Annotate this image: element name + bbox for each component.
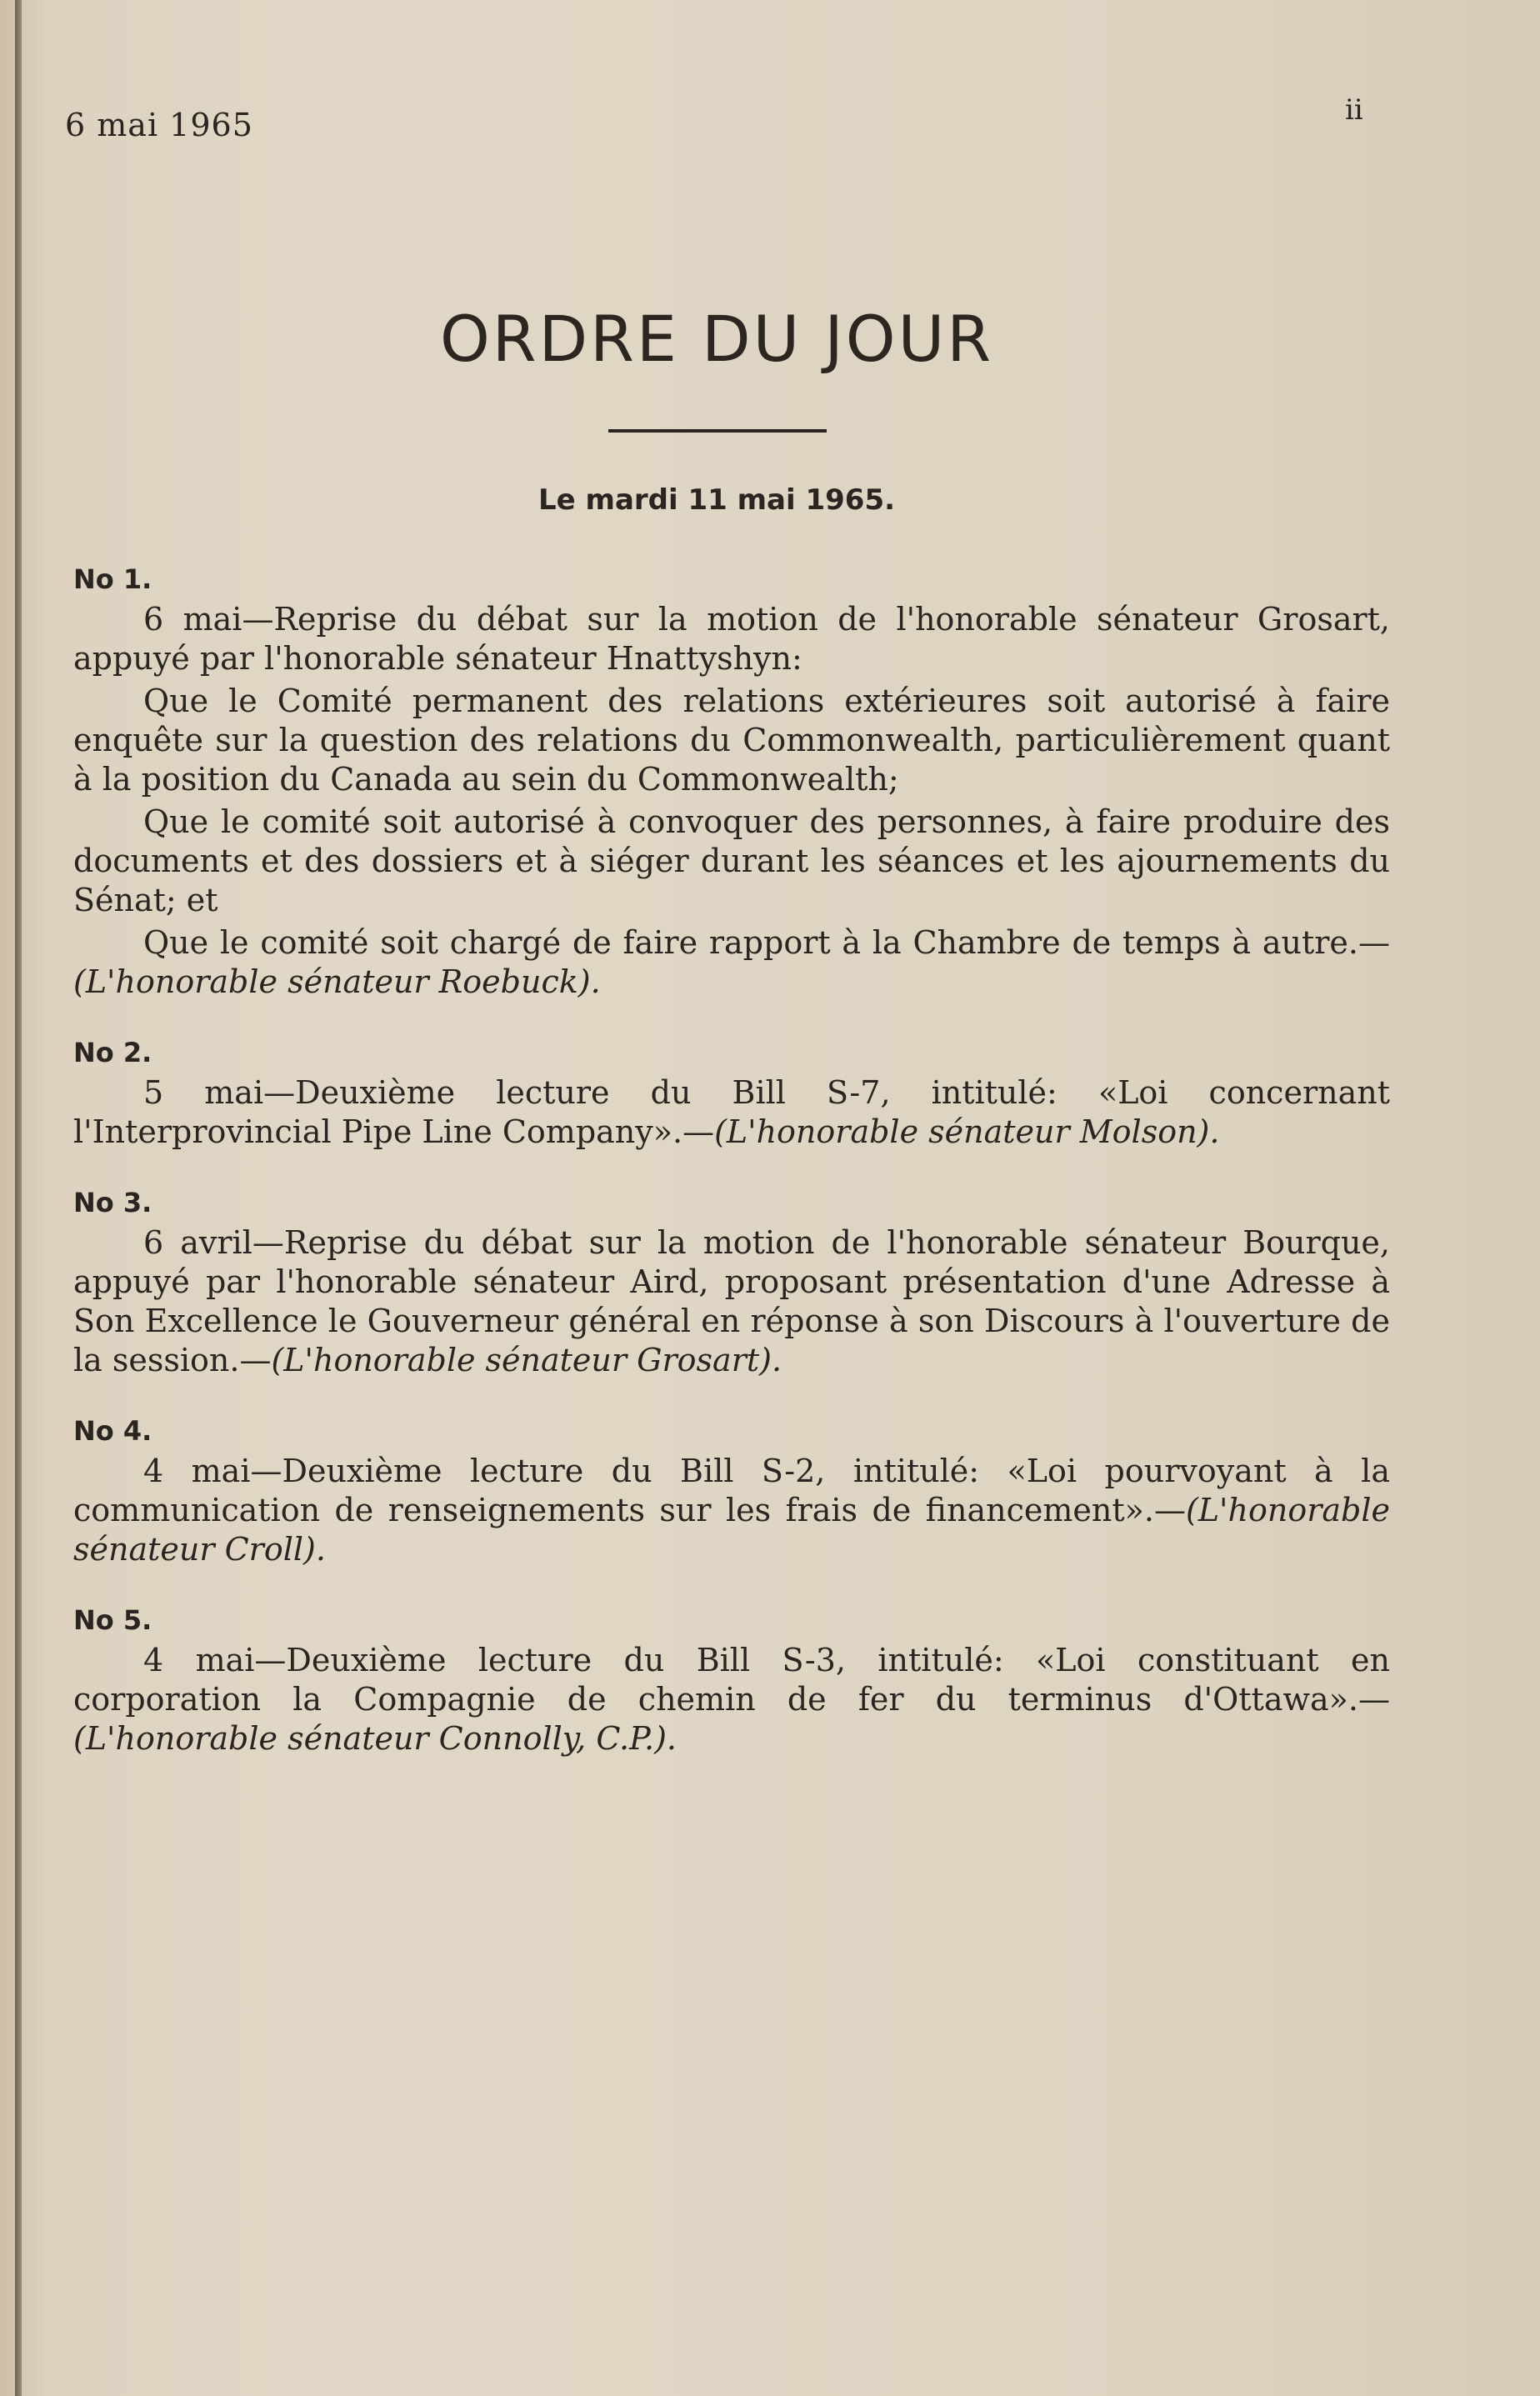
- paragraph-text: 5 mai—Deuxième lecture du Bill S-7, intitulé: «Loi concernant l'Interprovincial Pipe Line Company».—: [73, 1074, 1390, 1150]
- paragraph-text: 4 mai—Deuxième lecture du Bill S-2, intitulé: «Loi pourvoyant à la communication de renseignements sur les frais de financement».—: [73, 1453, 1390, 1528]
- paragraph-text: Que le Comité permanent des relations extérieures soit autorisé à faire enquête sur la question des relations du Commonwealth, particulièrement quant à la position du Canada au sein du Commonwealth;: [73, 683, 1390, 798]
- paragraph-text: Que le comité soit chargé de faire rapport à la Chambre de temps à autre.—: [143, 924, 1390, 961]
- attribution: (L'honorable sénateur Grosart).: [271, 1342, 782, 1378]
- order-item: [73, 1604, 1390, 1758]
- paragraph-text: 6 avril—Reprise du débat sur la motion de l'honorable sénateur Bourque, appuyé par l'honorable sénateur Aird, proposant présentation d'une Adresse à Son Excellence le Gouverneur général en réponse à son Discours à l'ouverture de la session.—: [73, 1224, 1390, 1378]
- page-title: ORDRE DU JOUR: [439, 302, 994, 376]
- attribution: (L'honorable sénateur Connolly, C.P.).: [73, 1720, 677, 1757]
- item-paragraph: [73, 682, 1390, 799]
- item-paragraph: [73, 1452, 1390, 1569]
- item-number: No 3.: [73, 1187, 152, 1218]
- item-number: No 5.: [73, 1604, 152, 1636]
- paragraph-text: 6 mai—Reprise du débat sur la motion de l'honorable sénateur Grosart, appuyé par l'honorable sénateur Hnattyshyn:: [73, 601, 1390, 677]
- order-item: [73, 1187, 1390, 1380]
- item-paragraph: [73, 1073, 1390, 1152]
- item-number: No 4.: [73, 1415, 152, 1447]
- item-paragraph: [73, 600, 1390, 678]
- item-number: No 2.: [73, 1037, 152, 1068]
- title-rule: [608, 429, 827, 433]
- item-paragraph: [73, 803, 1390, 920]
- order-item: [73, 1415, 1390, 1569]
- order-items: [73, 563, 1390, 1793]
- session-date: Le mardi 11 mai 1965.: [538, 483, 896, 517]
- item-paragraph: [73, 1223, 1390, 1380]
- page-number: ii: [1345, 93, 1363, 127]
- attribution: (L'honorable sénateur Molson).: [714, 1113, 1220, 1150]
- item-paragraph: [73, 1641, 1390, 1758]
- order-item: [73, 1037, 1390, 1152]
- paragraph-text: Que le comité soit autorisé à convoquer des personnes, à faire produire des documents et des dossiers et à siéger durant les séances et les ajournements du Sénat; et: [73, 803, 1390, 918]
- item-paragraph: [73, 923, 1390, 1002]
- attribution: (L'honorable sénateur Roebuck).: [73, 963, 601, 1000]
- paragraph-text: 4 mai—Deuxième lecture du Bill S-3, intitulé: «Loi constituant en corporation la Compagnie de chemin de fer du terminus d'Ottawa».—: [73, 1642, 1390, 1718]
- item-number: No 1.: [73, 563, 152, 595]
- attribution: (L'honorable sénateur Croll).: [73, 1492, 1390, 1568]
- order-item: [73, 563, 1390, 1002]
- header-date: 6 mai 1965: [65, 107, 253, 143]
